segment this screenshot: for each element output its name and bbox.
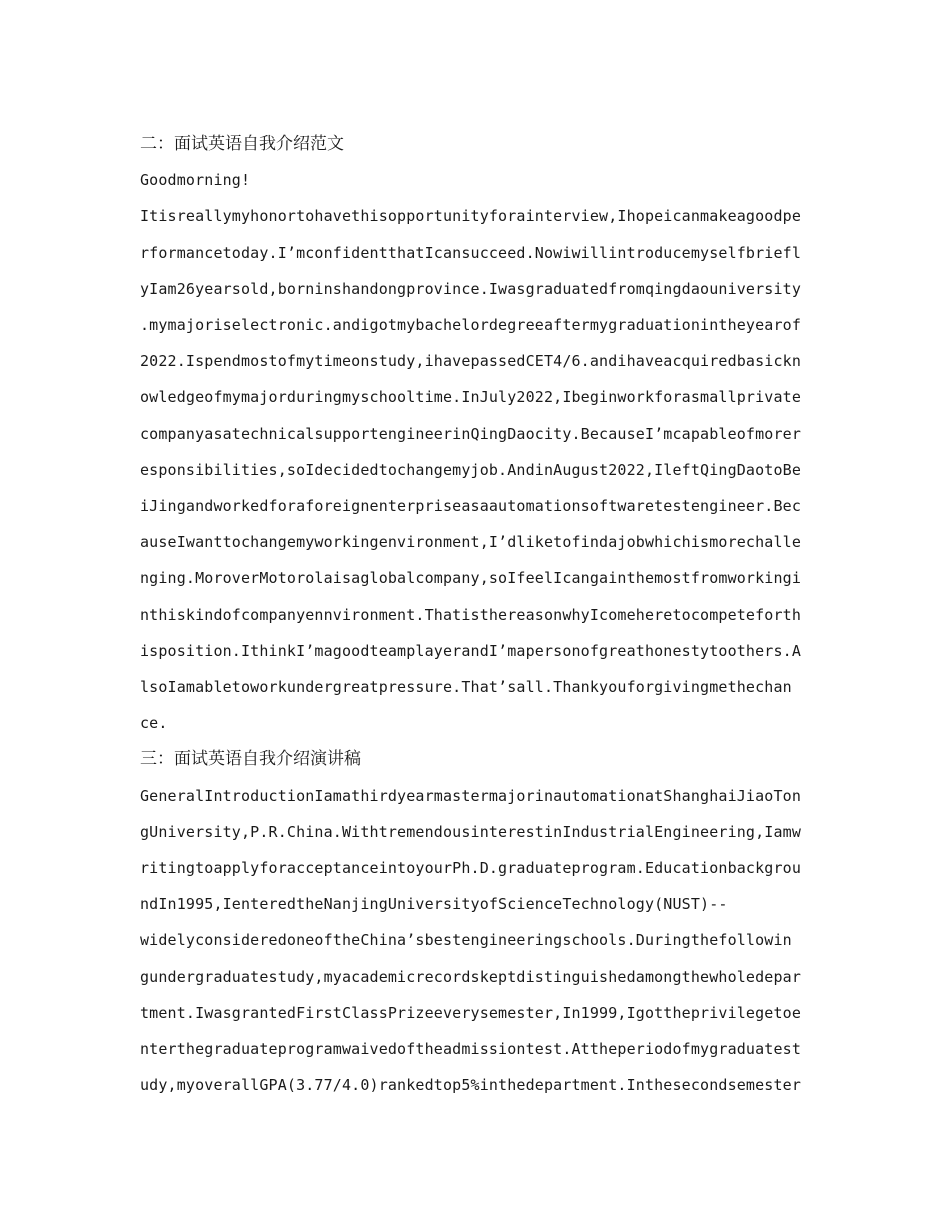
text-line: udy,myoverallGPA(3.77/4.0)rankedtop5%inthedepartment.Inthesecondsemester (140, 1076, 802, 1095)
text-line: nging.MoroverMotorolaisaglobalcompany,soIfeelIcangainthemostfromworkingi (140, 569, 802, 588)
text-line: auseIwanttochangemyworkingenvironment,I’dliketofindajobwhichismorechalle (140, 533, 802, 552)
text-line: tment.IwasgrantedFirstClassPrizeeverysemester,In1999,Igottheprivilegetoe (140, 1003, 802, 1022)
text-line: ce. (140, 714, 168, 733)
text-line: companyasatechnicalsupportengineerinQingDaocity.BecauseI’mcapableofmorer (140, 424, 802, 443)
text-line: owledgeofmymajorduringmyschooltime.InJuly2022,Ibeginworkforasmallprivate (140, 388, 802, 407)
text-line: nthiskindofcompanyennvironment.ThatisthereasonwhyIcomeheretocompeteforth (140, 605, 802, 624)
text-line: 2022.Ispendmostofmytimeonstudy,ihavepassedCET4/6.andihaveacquiredbasickn (140, 352, 802, 371)
text-line: esponsibilities,soIdecidedtochangemyjob.AndinAugust2022,IleftQingDaotoBe (140, 460, 802, 479)
text-line: ritingtoapplyforacceptanceintoyourPh.D.graduateprogram.Educationbackgrou (140, 859, 802, 878)
text-line: rformancetoday.I’mconfidentthatIcansucceed.Nowiwillintroducemyselfbriefl (140, 243, 802, 262)
text-line: Goodmorning! (140, 171, 251, 190)
text-line: .mymajoriselectronic.andigotmybachelordegreeaftermygraduationintheyearof (140, 316, 802, 335)
text-line: gundergraduatestudy,myacademicrecordskeptdistinguishedamongthewholedepar (140, 967, 802, 986)
document-body (140, 126, 812, 1103)
text-line: widelyconsideredoneoftheChina’sbestengineeringschools.Duringthefollowin (140, 931, 792, 950)
section-heading: 二：面试英语自我介绍范文 (140, 134, 344, 154)
text-line: Itisreallymyhonortohavethisopportunityforainterview,Ihopeicanmakeagoodpe (140, 207, 802, 226)
text-line: lsoIamabletoworkundergreatpressure.That’sall.Thankyouforgivingmethechan (140, 678, 792, 697)
section-heading: 三：面试英语自我介绍演讲稿 (140, 749, 361, 770)
text-line: yIam26yearsold,borninshandongprovince.Iwasgraduatedfromqingdaouniversity (140, 279, 802, 298)
section-model-essay (140, 126, 812, 741)
text-line: iJingandworkedforaforeignenterpriseasaautomationsoftwaretestengineer.Bec (140, 497, 802, 516)
text-line: ndIn1995,IenteredtheNanjingUniversityofScienceTechnology(NUST)-- (140, 895, 728, 914)
text-line: GeneralIntroductionIamathirdyearmastermajorinautomationatShanghaiJiaoTon (140, 786, 802, 805)
section-speech-draft (140, 741, 812, 1103)
text-line: nterthegraduateprogramwaivedoftheadmissiontest.Attheperiodofmygraduatest (140, 1040, 802, 1059)
text-line: gUniversity,P.R.China.WithtremendousinterestinIndustrialEngineering,Iamw (140, 822, 802, 841)
text-line: isposition.IthinkI’magoodteamplayerandI’mapersonofgreathonestytoothers.A (140, 641, 802, 660)
